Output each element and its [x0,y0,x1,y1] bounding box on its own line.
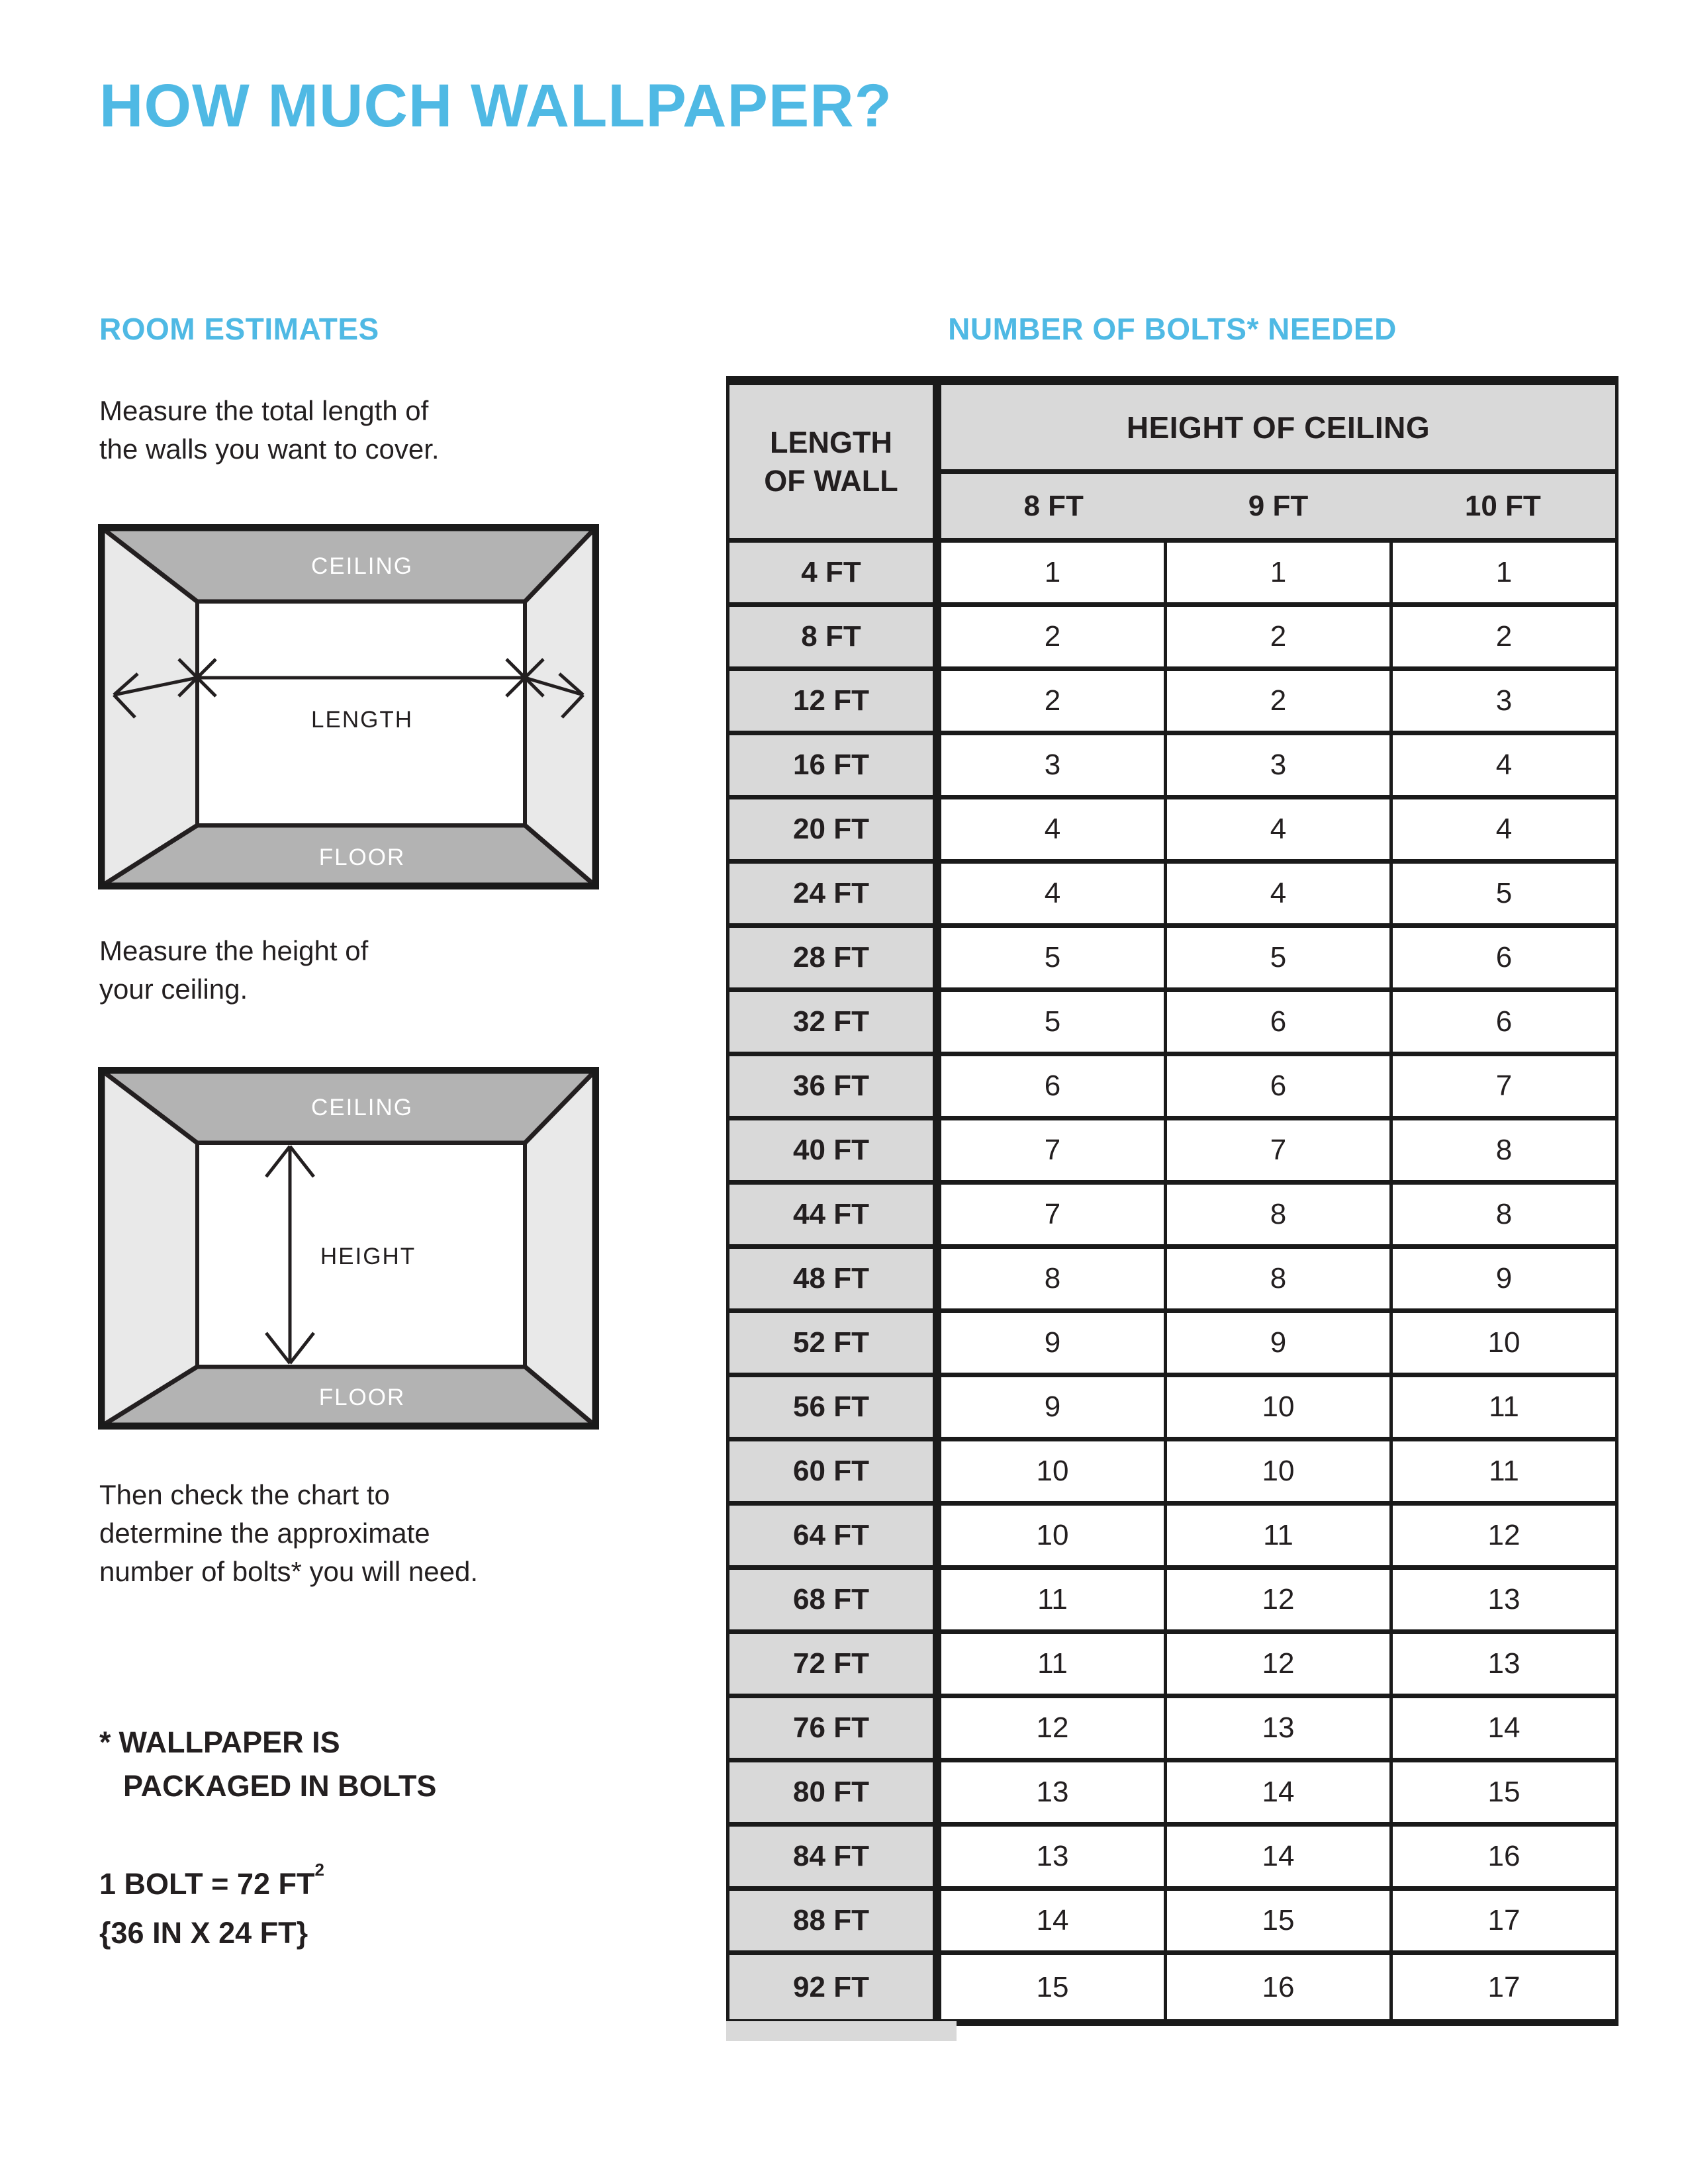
room-height-svg [98,1067,599,1430]
bolt-count-cell: 1 [1495,556,1513,588]
bolt-count-cell: 2 [941,607,1167,666]
text-line: determine the approximate [99,1518,430,1549]
column-header-10ft: 10 FT [1464,489,1541,522]
length-label: LENGTH [311,707,413,733]
table-row [729,1249,1615,1313]
bolt-count-cell: 7 [941,1120,1167,1180]
bolt-count-cell: 13 [941,1827,1167,1886]
table-body [729,543,1615,2019]
bolt-count-cell: 1 [941,543,1167,602]
wall-length-label: 4 FT [729,543,941,602]
wall-length-label: 48 FT [729,1249,941,1308]
table-bottom-tab [726,2021,957,2041]
bolt-count-cell: 15 [1487,1776,1521,1808]
bolt-count-cell: 3 [1167,735,1393,795]
bolt-count-cell: 8 [1495,1134,1513,1166]
bolt-count-cell: 6 [1495,941,1513,974]
bolt-count-cell: 5 [941,992,1167,1052]
table-row [729,1441,1615,1506]
header-line: LENGTH [770,425,892,459]
bolt-count-cell: 9 [1167,1313,1393,1373]
bolt-count-cell: 10 [941,1506,1167,1565]
ceiling-heights-subheader [941,474,1615,538]
bolt-dimensions: {36 IN X 24 FT} [99,1916,308,1950]
bolt-count-cell: 2 [1167,607,1393,666]
wall-length-label: 16 FT [729,735,941,795]
bolt-count-cell: 8 [1167,1185,1393,1244]
bolt-equation: 1 BOLT = 72 $FT^2$ [99,1860,324,1901]
bolt-count-cell: 4 [1167,864,1393,923]
bolt-count-cell: 9 [941,1313,1167,1373]
bolt-count-cell: 7 [1167,1120,1393,1180]
bolt-count-cell: 10 [1167,1377,1393,1437]
column-header-9ft: 9 FT [1248,489,1309,522]
table-row [729,1377,1615,1441]
bolt-count-cell: 3 [1495,684,1513,717]
wall-length-label: 88 FT [729,1891,941,1950]
table-row [729,1185,1615,1249]
wall-length-label: 72 FT [729,1634,941,1694]
bolt-count-cell: 10 [1487,1326,1521,1359]
bolt-count-cell: 5 [941,928,1167,987]
wall-length-label: 64 FT [729,1506,941,1565]
bolt-count-cell: 13 [941,1762,1167,1822]
bolt-count-cell: 14 [1487,1711,1521,1744]
wall-length-label: 92 FT [729,1955,941,2019]
bolt-size-info [99,1845,324,1958]
bolt-count-cell: 5 [1167,928,1393,987]
table-row [729,607,1615,671]
bolt-count-cell: 14 [941,1891,1167,1950]
ceiling-label: CEILING [310,1095,414,1120]
ceiling-label: CEILING [310,553,414,579]
bolts-footnote [99,1721,436,1808]
asterisk: * [99,1725,111,1759]
table-row [729,992,1615,1056]
wall-length-label: 24 FT [729,864,941,923]
bolt-count-cell: 4 [1495,813,1513,845]
footnote-line-1 [99,1721,436,1764]
instruction-chart [99,1476,478,1591]
room-length-diagram [98,524,599,889]
bolt-count-cell: 11 [941,1634,1167,1694]
table-row [729,1762,1615,1827]
table-row [729,1056,1615,1120]
height-of-ceiling-header: HEIGHT OF CEILING [941,385,1615,474]
text-line: Measure the total length of [99,395,429,426]
length-of-wall-header [729,385,941,538]
table-row [729,1827,1615,1891]
bolt-count-cell: 7 [1495,1069,1513,1102]
bolt-count-cell: 17 [1487,1904,1521,1936]
bolt-count-cell: 11 [1489,1390,1519,1423]
height-of-ceiling-section [941,385,1615,538]
bolt-count-cell: 4 [941,799,1167,859]
wall-length-label: 8 FT [729,607,941,666]
bolt-count-cell: 9 [1495,1262,1513,1295]
bolt-count-cell: 13 [1167,1698,1393,1758]
bolt-count-cell: 4 [941,864,1167,923]
bolts-needed-heading: NUMBER OF BOLTS* NEEDED [948,312,1397,346]
page-title: HOW MUCH WALLPAPER? [99,72,892,140]
table-row [729,1634,1615,1698]
floor-label: FLOOR [318,844,406,870]
bolt-count-cell: 17 [1487,1970,1521,2003]
table-row [729,1506,1615,1570]
bolt-count-cell: 7 [941,1185,1167,1244]
bolt-count-cell: 2 [941,671,1167,731]
bolt-count-cell: 2 [1495,620,1513,653]
bolt-count-cell: 12 [1167,1570,1393,1629]
wall-length-label: 68 FT [729,1570,941,1629]
header-line: OF WALL [764,463,898,498]
bolt-count-cell: 3 [941,735,1167,795]
bolt-count-cell: 14 [1167,1762,1393,1822]
bolt-count-cell: 11 [1489,1455,1519,1487]
instruction-height [99,932,368,1009]
text-line: Measure the height of [99,935,369,966]
table-row [729,543,1615,607]
bolt-count-cell: 12 [1487,1519,1521,1551]
bolts-table [726,376,1618,2026]
bolt-count-cell: 6 [1495,1005,1513,1038]
wall-length-label: 12 FT [729,671,941,731]
bolt-count-cell: 11 [1167,1506,1393,1565]
table-row [729,1313,1615,1377]
wall-length-label: 28 FT [729,928,941,987]
table-row [729,1120,1615,1185]
wall-length-label: 32 FT [729,992,941,1052]
table-row [729,1955,1615,2019]
bolt-count-cell: 12 [941,1698,1167,1758]
bolt-count-cell: 1 [1167,543,1393,602]
table-row [729,1570,1615,1634]
table-header [729,385,1615,543]
wall-length-label: 60 FT [729,1441,941,1501]
wall-length-label: 40 FT [729,1120,941,1180]
room-estimates-heading: ROOM ESTIMATES [99,312,379,346]
wall-length-label: 20 FT [729,799,941,859]
bolt-count-cell: 4 [1495,749,1513,781]
bolt-count-cell: 13 [1487,1583,1521,1615]
bolt-count-cell: 15 [941,1955,1167,2019]
bolt-count-cell: 6 [1167,1056,1393,1116]
column-header-8ft: 8 FT [1023,489,1084,522]
table-row [729,799,1615,864]
bolt-count-cell: 6 [1167,992,1393,1052]
bolt-count-cell: 4 [1167,799,1393,859]
bolt-count-cell: 13 [1487,1647,1521,1680]
text-line: number of bolts* you will need. [99,1556,478,1587]
table-row [729,928,1615,992]
wall-length-label: 80 FT [729,1762,941,1822]
instruction-length [99,392,440,469]
wall-length-label: 76 FT [729,1698,941,1758]
bolt-count-cell: 15 [1167,1891,1393,1950]
table-top-bar [729,376,1615,385]
wall-length-label: 84 FT [729,1827,941,1886]
table-row [729,1891,1615,1955]
room-length-svg [98,524,599,889]
wall-length-label: 44 FT [729,1185,941,1244]
floor-label: FLOOR [318,1385,406,1410]
wall-length-label: 52 FT [729,1313,941,1373]
bolt-count-cell: 9 [941,1377,1167,1437]
bolt-count-cell: 5 [1495,877,1513,909]
bolt-count-cell: 8 [941,1249,1167,1308]
table-row [729,735,1615,799]
footnote-text: WALLPAPER IS [118,1725,340,1759]
bolt-count-cell: 16 [1487,1840,1521,1872]
bolt-count-cell: 12 [1167,1634,1393,1694]
bolt-count-cell: 14 [1167,1827,1393,1886]
wall-length-label: 36 FT [729,1056,941,1116]
text-line: Then check the chart to [99,1479,390,1510]
height-label: HEIGHT [320,1244,416,1269]
bolt-count-cell: 16 [1167,1955,1393,2019]
room-height-diagram [98,1067,599,1430]
bolt-count-cell: 10 [1167,1441,1393,1501]
bolt-count-cell: 8 [1495,1198,1513,1230]
wall-length-label: 56 FT [729,1377,941,1437]
text-line: your ceiling. [99,974,248,1005]
bolt-count-cell: 11 [941,1570,1167,1629]
bolt-count-cell: 8 [1167,1249,1393,1308]
footnote-line-2: PACKAGED IN BOLTS [123,1769,437,1803]
bolt-count-cell: 6 [941,1056,1167,1116]
bolt-count-cell: 2 [1167,671,1393,731]
superscript-2: 2 [314,1860,324,1880]
bolt-count-cell: 10 [941,1441,1167,1501]
table-row [729,671,1615,735]
text-line: the walls you want to cover. [99,433,440,465]
table-row [729,864,1615,928]
table-row [729,1698,1615,1762]
